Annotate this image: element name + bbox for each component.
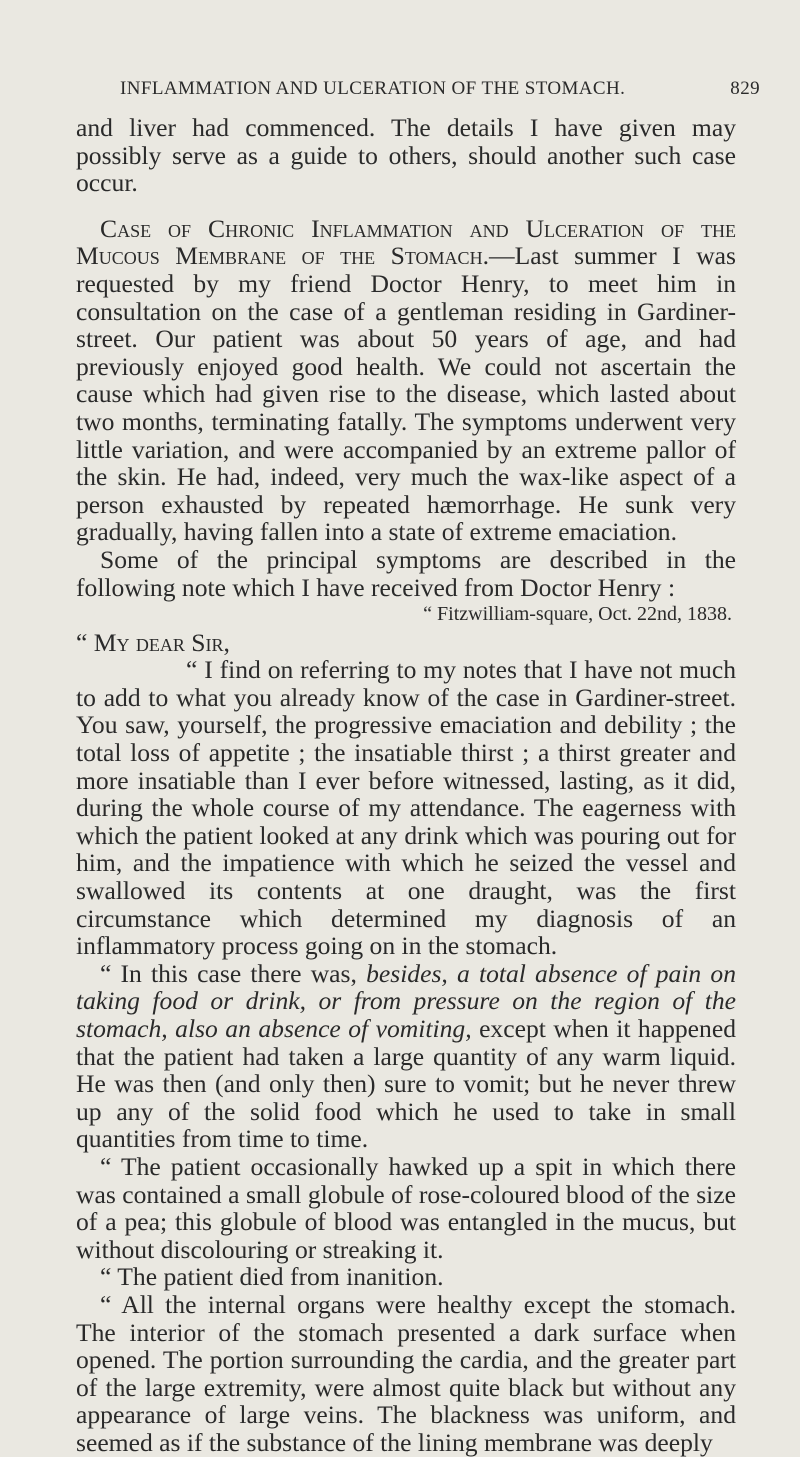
running-head [120, 78, 760, 100]
letter-paragraph-3: “ The patient occasionally hawked up a spit in which there was contained a small globule of rose-coloured blood of the size of a pea; this globule of blood was entangled in the mucus, but without discolouring or streaking it. [76, 1151, 736, 1264]
letter-paragraph-2-end: except when it happened that the patient had taken a large quantity of any warm liquid. He was then (and only then) sure to vomit; but he never threw up any of the solid food which he used to take in small quantities from time to time. [76, 1014, 736, 1154]
letter-paragraph-2 [76, 960, 736, 1153]
paragraph-symptoms-intro: Some of the principal symptoms are described in the following note which I have received from Doctor Henry : [76, 544, 736, 602]
page-number: 829 [730, 78, 760, 99]
paragraph-continuation: and liver had commenced. The details I have given may possibly serve as a guide to others, should another such case occur. [76, 113, 736, 198]
letter-date-line: “ Fitzwilliam-square, Oct. 22nd, 1838. [423, 603, 732, 626]
letter-salutation: “ My dear Sir, [76, 627, 230, 657]
letter-paragraph-1: “ I find on referring to my notes that I have not much to add to what you already know of the case in Gardiner-street. You saw, yourself, the progressive emaciation and debility ; the total loss of appetite ; the insatiable thirst ; a thirst greater and more insatiable than I ever before witnessed, lasting, as it did, during the whole course of my attendance. The eagerness with which the patient looked at any drink which was pouring out for him, and the impatience with which he seized the vessel and swallowed its contents at one draught, was the first circumstance which determined my diagnosis of an inflammatory process going on in the stomach. [76, 655, 736, 961]
letter-paragraph-5: “ All the internal organs were healthy except the stomach. The interior of the stomach presented a dark surface when opened. The portion surrounding the cardia, and the greater part of the large extremity, were almost quite black but without any appearance of large veins. The blackness was uniform, and seemed as if the substance of the lining membrane was deeply [76, 1289, 736, 1457]
case-heading: Case of Chronic Inflammation and Ulceration of the Mucous Membrane of the Stomach. [76, 213, 736, 271]
case-paragraph [76, 215, 736, 546]
running-head-title: INFLAMMATION AND ULCERATION OF THE STOMACH. [120, 78, 626, 99]
letter-paragraph-2-italic: besides, a total absence of pain on taking food or drink, or from pressure on the region of the stomach, also an absence of vomiting, [76, 958, 736, 1043]
letter-paragraph-4: “ The patient died from inanition. [100, 1262, 444, 1292]
body-text [76, 114, 736, 1457]
case-body: —Last summer I was requested by my friend Doctor Henry, to meet him in consultation on the case of a gentleman residing in Gardiner-street. Our patient was about 50 years of age, and had previously enjoyed good health. We could not ascertain the cause which had given rise to the disease, which lasted about two months, terminating fatally. The symptoms underwent very little variation, and were accompanied by an extreme pallor of the skin. He had, indeed, very much the wax-like aspect of a person exhausted by repeated hæmorrhage. He sunk very gradually, having fallen into a state of extreme emaciation. [76, 241, 736, 547]
letter-paragraph-2-start: “ In this case there was, [100, 958, 367, 988]
